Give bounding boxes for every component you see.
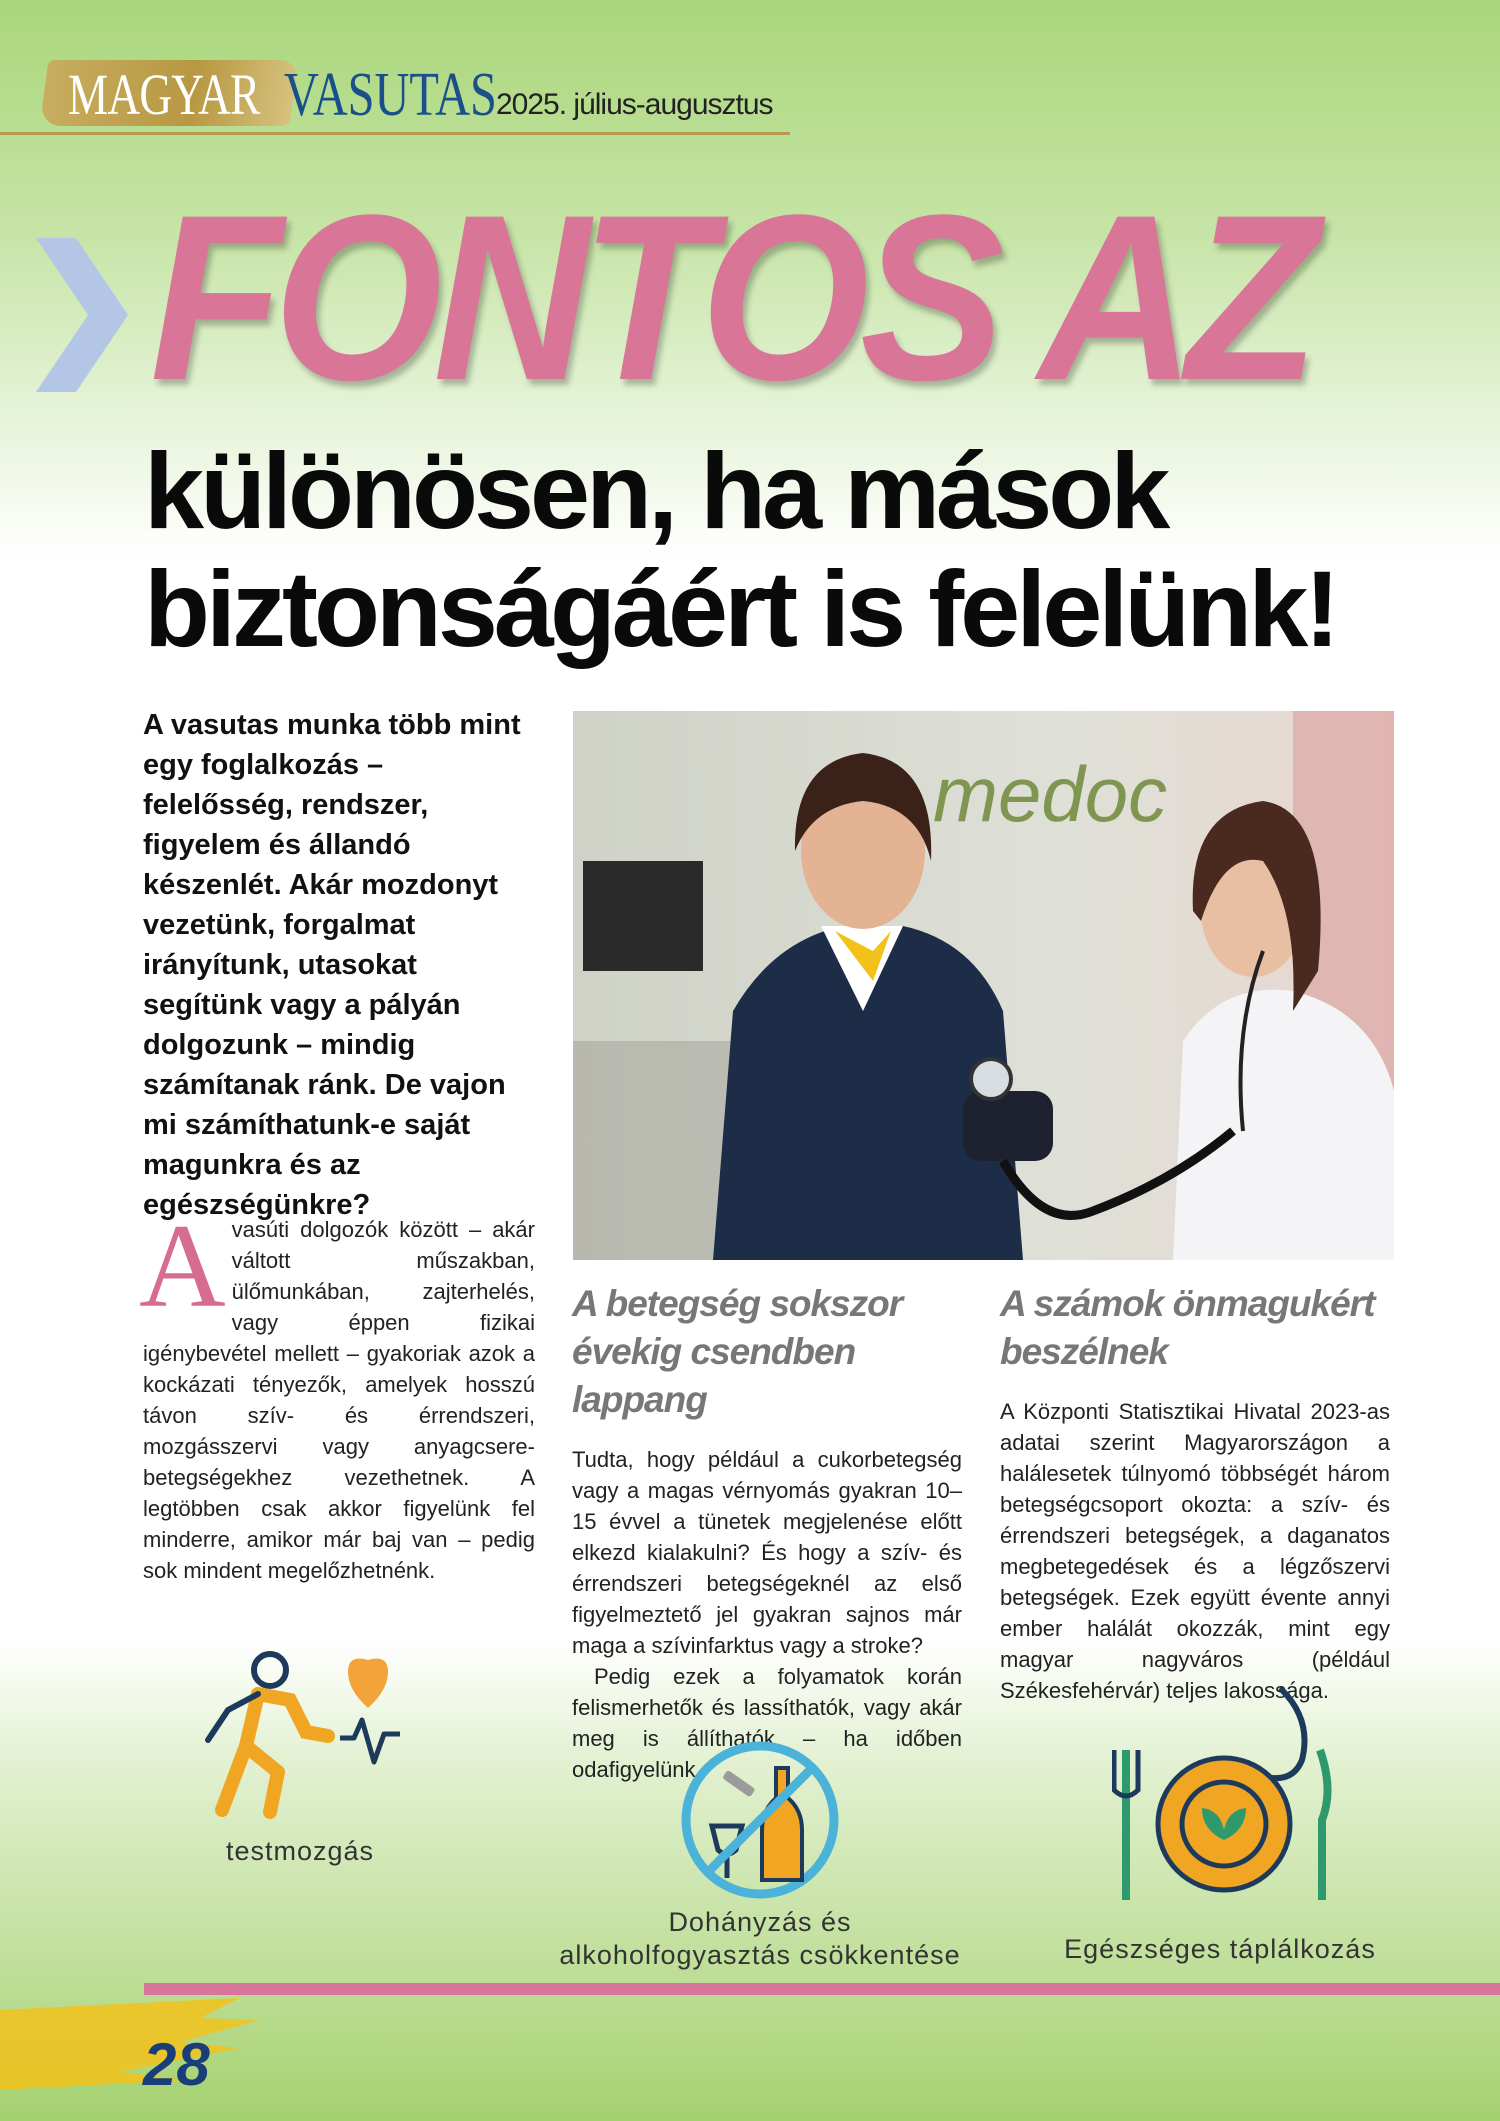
intro-text: vasúti dolgozók között – akár váltott műszakban, ülőmunkában, zajterhelés, vagy éppen fizikai igénybevétel mellett – gyakoriak azok a kockázati tényezők, amelyek hosszú távon szív- és érrendszeri, mozgásszervi vagy anyagcsere-betegségekhez vezethetnek. A legtöbben csak akkor figyelünk fel minderre, amikor már baj van – pedig sok mindent megelőzhetnénk.	[143, 1217, 535, 1583]
section-silent-disease	[572, 1280, 962, 1785]
smoking-alcohol-label-line1: Dohányzás és	[668, 1907, 852, 1937]
exercise-label: testmozgás	[225, 1836, 375, 1866]
headline-subtitle-line2: biztonságáért is felelünk!	[144, 548, 1337, 669]
healthy-plate-icon	[1112, 1680, 1342, 1910]
page-number-brush	[0, 1990, 270, 2100]
footer-pink-bar	[144, 1983, 1500, 1995]
section-silent-disease-para2: Pedig ezek a folyamatok korán felismerhetők és lassíthatók, vagy akár meg is állíthatók – ha időben odafigyelünk.	[572, 1664, 962, 1782]
headline-main: FONTOS AZ	[150, 166, 1310, 430]
headline-subtitle-line1: különösen, ha mások	[144, 430, 1167, 551]
drop-cap: A	[139, 1199, 226, 1332]
section-statistics-heading: A számok önmagukért beszélnek	[1000, 1283, 1375, 1372]
intro-paragraph	[139, 1199, 535, 1586]
section-silent-disease-para1: Tudta, hogy például a cukorbetegség vagy a magas vérnyomás gyakran 10–15 évvel a tünetek megjelenése előtt elkezd kialakulni? És hogy a szív- és érrendszeri betegségeknél az első figyelmeztető jel gyakran sajnos már maga a szívinfarktus vagy a stroke?	[572, 1447, 962, 1658]
section-statistics	[1000, 1280, 1390, 1706]
smoking-alcohol-label-line2: alkoholfogyasztás csökkentése	[559, 1940, 961, 1970]
section-statistics-para1: A Központi Statisztikai Hivatal 2023-as adatai szerint Magyarországon a halálesetek túlnyomó többségét három betegségcsoport okozta: a szív- és érrendszeri betegségek, a daganatos megbetegedések és a légzőszervi betegségek. Ezek együtt évente annyi ember halálát okozzák, mint egy magyar nagyváros (például Székesfehérvár) teljes lakossága.	[1000, 1399, 1390, 1703]
running-heart-icon	[198, 1650, 408, 1820]
chevron-right-icon	[36, 238, 128, 392]
masthead	[0, 52, 800, 142]
issue-date: 2025. július-augusztus	[496, 88, 773, 121]
page-number: 28	[143, 2031, 210, 2098]
smoking-alcohol-label	[540, 1906, 980, 1972]
clinic-sign: medoc	[933, 750, 1168, 838]
section-silent-disease-heading: A betegség sokszor évekig csendben lappang	[572, 1283, 903, 1420]
lead-paragraph: A vasutas munka több mint egy foglalkozás – felelősség, rendszer, figyelem és állandó készenlét. Akár mozdonyt vezetünk, forgalmat irányítunk, utasokat segítünk vagy a pályán dolgozunk – mindig számítanak ránk. De vajon mi számíthatunk-e saját magunkra és az egészségünkre?	[143, 709, 521, 1221]
no-smoking-alcohol-icon	[678, 1738, 842, 1902]
masthead-title-magyar: MAGYAR	[68, 62, 260, 127]
healthy-eating-label: Egészséges táplálkozás	[1064, 1934, 1376, 1964]
headline-subtitle	[144, 432, 1474, 668]
masthead-rule	[0, 132, 790, 135]
photo-blood-pressure-check	[573, 711, 1394, 1260]
masthead-title-vasutas: VASUTAS	[284, 61, 497, 129]
